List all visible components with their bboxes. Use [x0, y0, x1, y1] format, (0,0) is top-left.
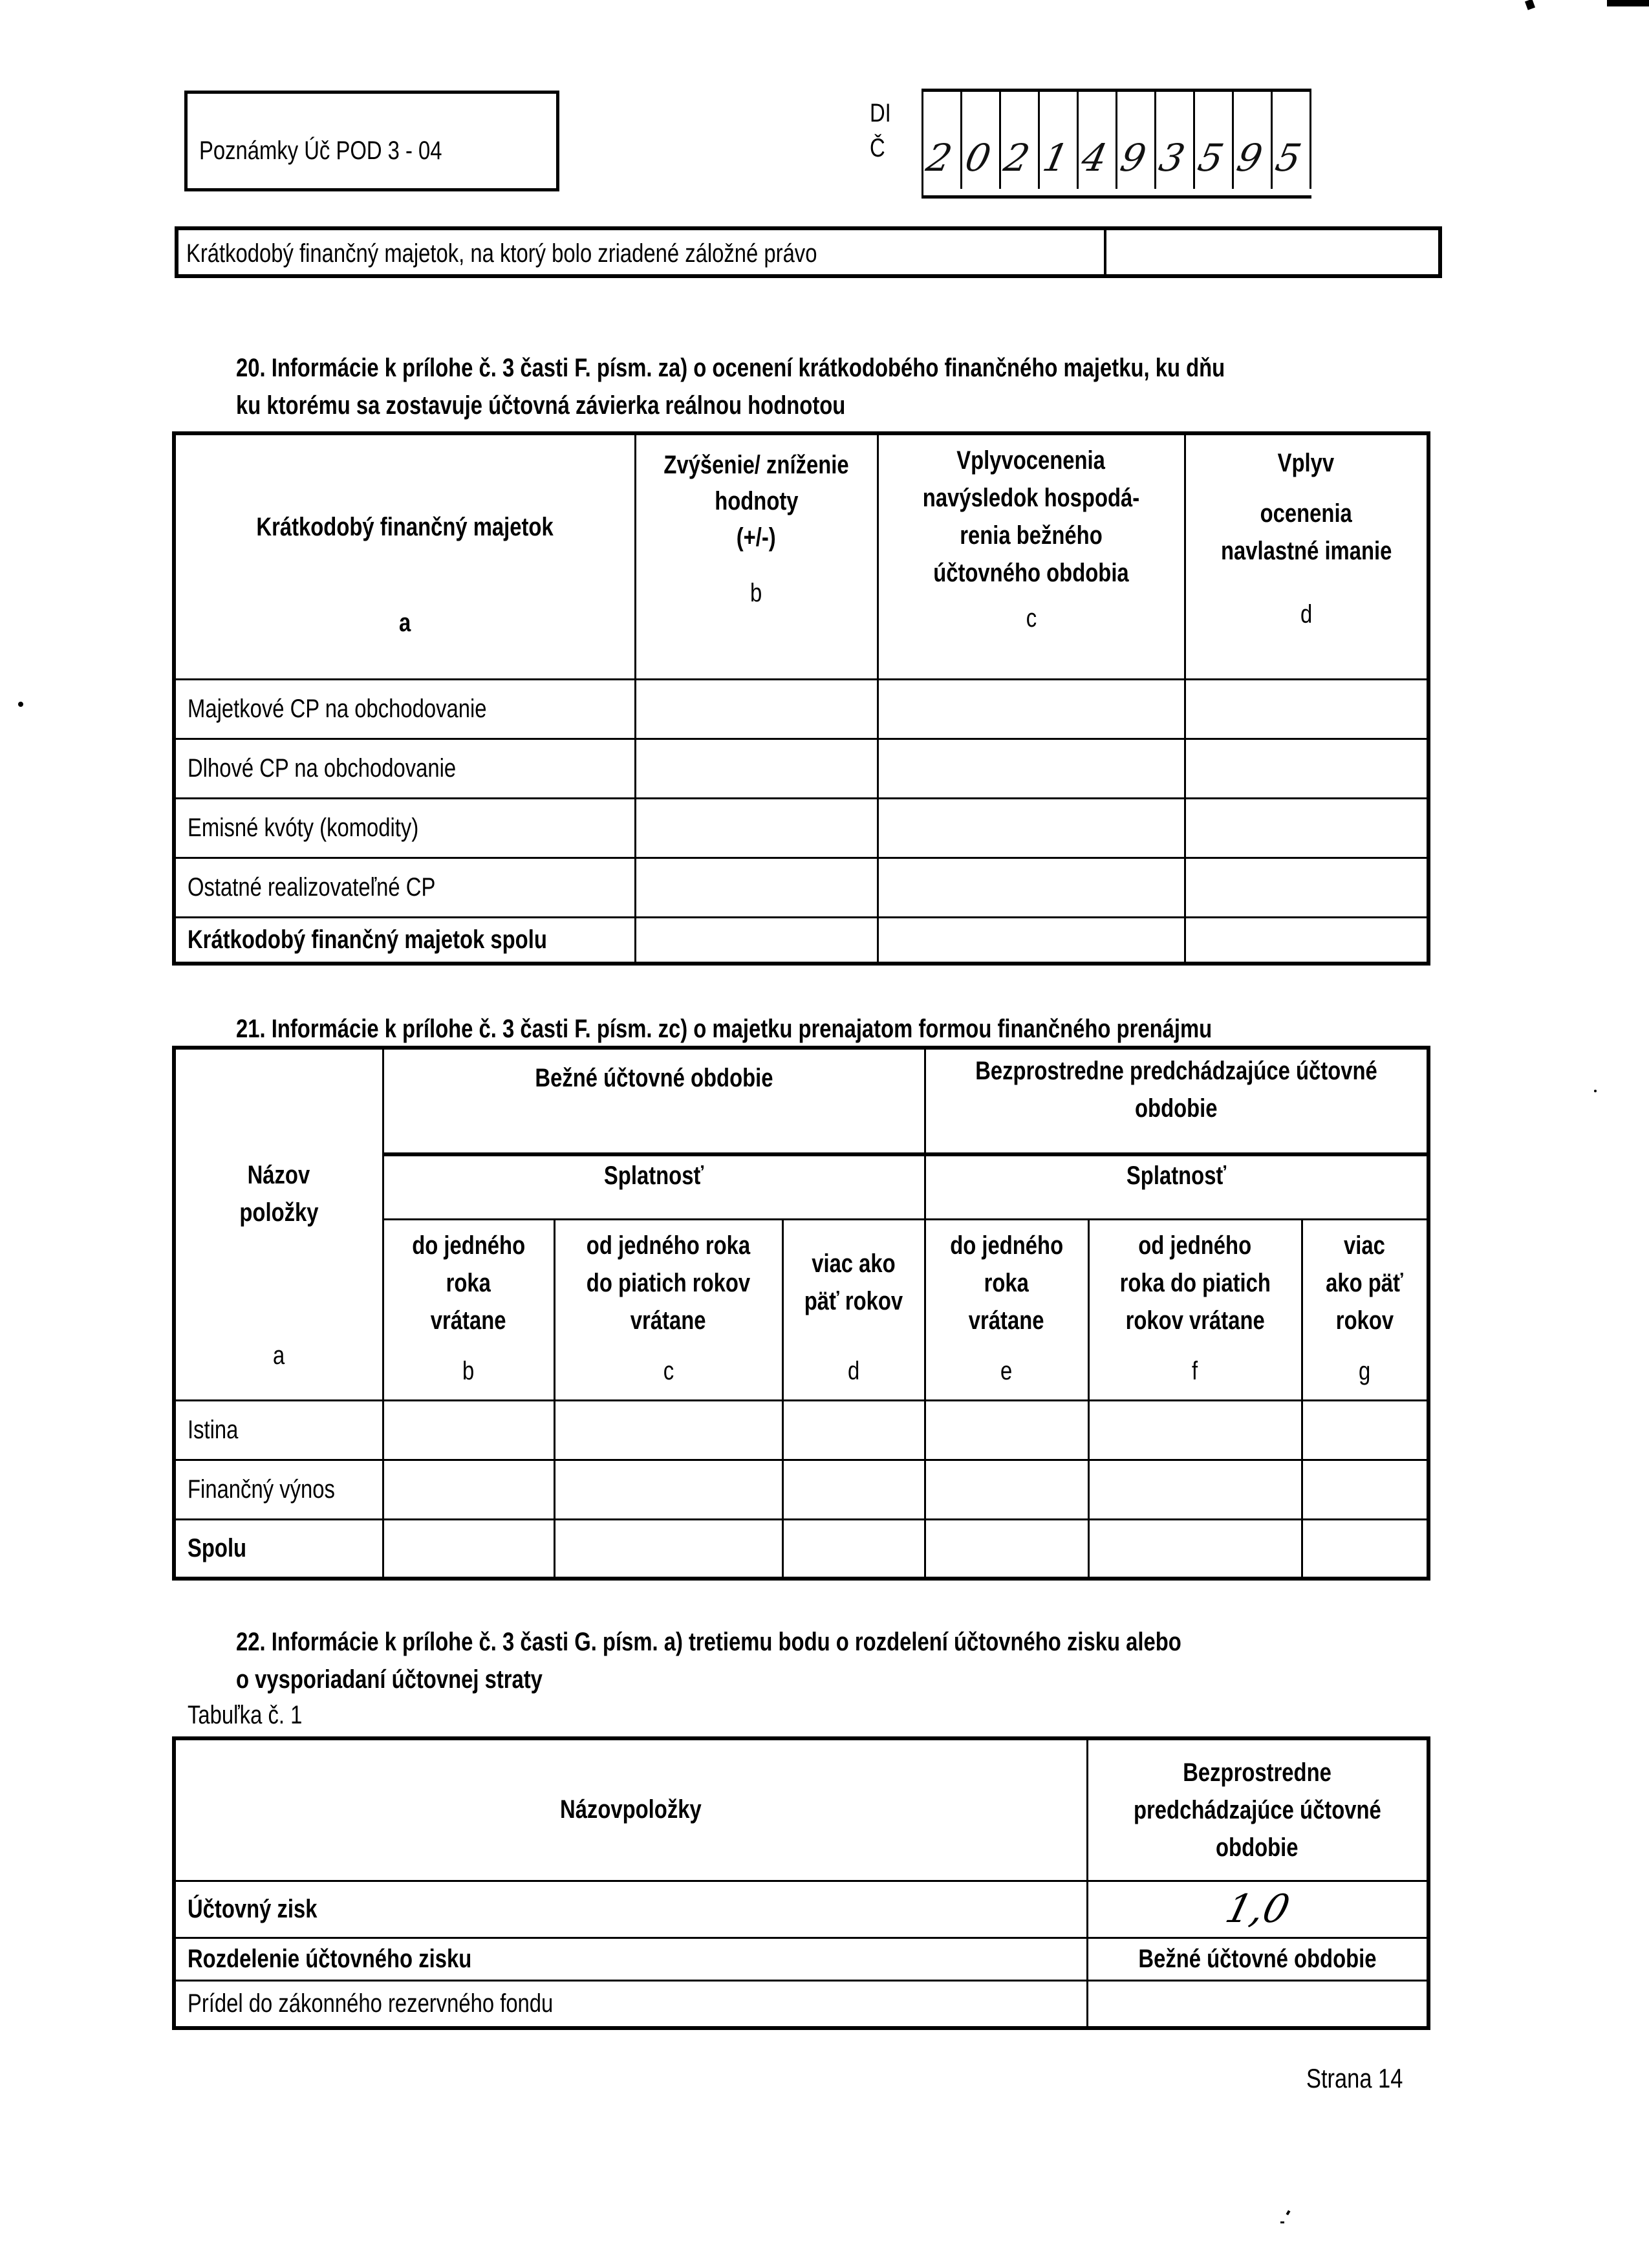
cell-impact-result[interactable]: [878, 679, 1185, 739]
row-label: Účtovný zisk: [174, 1881, 1087, 1938]
row-label: Prídel do zákonného rezervného fondu: [174, 1980, 1087, 2028]
cell-g[interactable]: [1302, 1519, 1428, 1579]
current-period-subheader: Bežné účtovné obdobie: [1087, 1938, 1428, 1980]
row-label-total: Krátkodobý finančný majetok spolu: [174, 917, 635, 964]
header-1-5y-current: od jedného roka do piatich rokov vrátane c: [554, 1219, 782, 1400]
cell-f[interactable]: [1088, 1519, 1302, 1579]
dic-digit-cell[interactable]: [1195, 92, 1234, 189]
section21-period-header-row: [174, 1048, 1428, 1154]
row-label: Rozdelenie účtovného zisku: [174, 1938, 1087, 1980]
dic-digit-cell[interactable]: [962, 92, 1001, 189]
dic-digit: 5: [1194, 136, 1228, 180]
column-letter: c: [1026, 604, 1037, 632]
pledged-assets-row: [175, 226, 1442, 278]
dic-digit: 9: [1116, 136, 1150, 180]
row-label: Finančný výnos: [174, 1460, 383, 1519]
cell-b[interactable]: [383, 1400, 554, 1460]
pledged-assets-label: Krátkodobý finančný majetok, na ktorý bolo zriadené záložné právo: [178, 230, 1106, 274]
pledged-assets-value-field[interactable]: [1106, 230, 1438, 274]
table-caption: Tabuľka č. 1: [188, 1701, 303, 1729]
table-row: [174, 739, 1428, 798]
table-row: [174, 1460, 1428, 1519]
header-current-period: Bežné účtovné obdobie: [383, 1048, 925, 1154]
header-previous-period: Bezprostredne predchádzajúce účtovné obdobie: [1087, 1738, 1428, 1881]
section20-header-row: [174, 433, 1428, 679]
cell-b[interactable]: [383, 1519, 554, 1579]
column-letter: b: [750, 579, 762, 607]
cell-impact-equity[interactable]: [1185, 679, 1428, 739]
scan-speck: [1594, 1090, 1597, 1092]
cell-impact-equity[interactable]: [1185, 739, 1428, 798]
cell-value-change[interactable]: [635, 679, 878, 739]
dic-digit-cell[interactable]: [1234, 92, 1273, 189]
column-letter: b: [462, 1356, 475, 1385]
dic-digit-cell[interactable]: [1273, 92, 1311, 189]
cell-g[interactable]: [1302, 1460, 1428, 1519]
table-row: [174, 858, 1428, 917]
cell-impact-equity[interactable]: [1185, 798, 1428, 858]
section20-title-line2: ku ktorému sa zostavuje účtovná závierka reálnou hodnotou: [236, 391, 846, 420]
header-maturity-previous: Splatnosť: [925, 1154, 1428, 1219]
cell-impact-result[interactable]: [878, 917, 1185, 964]
table-row-profit-distribution: [174, 1938, 1428, 1980]
section22-table: [172, 1736, 1430, 2030]
table-row: [174, 798, 1428, 858]
cell-impact-equity[interactable]: [1185, 858, 1428, 917]
dic-digit: 0: [961, 136, 995, 180]
column-letter: c: [663, 1356, 674, 1385]
row-label: Majetkové CP na obchodovanie: [174, 679, 635, 739]
column-letter: a: [273, 1341, 285, 1370]
dic-digit-cell[interactable]: [1156, 92, 1195, 189]
header-up-to-1y-current: do jedného roka vrátane b: [383, 1219, 554, 1400]
dic-digit: 3: [1155, 136, 1189, 180]
section22-header-row: [174, 1738, 1428, 1881]
table-row: [174, 679, 1428, 739]
cell-d[interactable]: [782, 1400, 925, 1460]
dic-digit-grid: [921, 89, 1311, 199]
section21-table: [172, 1046, 1430, 1581]
cell-value-change[interactable]: [635, 739, 878, 798]
row-label: Dlhové CP na obchodovanie: [174, 739, 635, 798]
header-1-5y-previous: od jedného roka do piatich rokov vrátane f: [1088, 1219, 1302, 1400]
cell-c[interactable]: [554, 1400, 782, 1460]
table-row-accounting-profit: [174, 1881, 1428, 1938]
form-code-box: [184, 91, 559, 191]
dic-label-line1: DI: [870, 99, 891, 127]
cell-value-change[interactable]: [635, 798, 878, 858]
cell-e[interactable]: [925, 1519, 1088, 1579]
cell-impact-result[interactable]: [878, 858, 1185, 917]
column-letter: e: [1000, 1356, 1013, 1385]
dic-label-line2: Č: [870, 134, 885, 162]
dic-digit: 4: [1077, 136, 1112, 180]
reserve-fund-value[interactable]: [1087, 1980, 1428, 2028]
dic-digit: 5: [1271, 136, 1306, 180]
dic-digit: 1: [1039, 136, 1073, 180]
column-letter: d: [1300, 600, 1312, 629]
section21-title: 21. Informácie k prílohe č. 3 časti F. písm. zc) o majetku prenajatom formou finančného prenájmu: [236, 1015, 1212, 1043]
scan-speck: [18, 702, 23, 707]
dic-digit-cell[interactable]: [1117, 92, 1156, 189]
cell-f[interactable]: [1088, 1400, 1302, 1460]
header-item-name: Názovpoložky: [174, 1738, 1087, 1881]
section20-table: [172, 431, 1430, 966]
section22-title-line1: 22. Informácie k prílohe č. 3 časti G. písm. a) tretiemu bodu o rozdelení účtovného zisku alebo: [236, 1628, 1181, 1656]
cell-e[interactable]: [925, 1400, 1088, 1460]
scan-speck: [1286, 2210, 1291, 2215]
header-over-5y-previous: viac ako päť rokov g: [1302, 1219, 1428, 1400]
cell-value-change[interactable]: [635, 858, 878, 917]
cell-impact-result[interactable]: [878, 798, 1185, 858]
dic-digit-cell[interactable]: [1040, 92, 1079, 189]
dic-label: [870, 96, 896, 166]
page-number: Strana 14: [1306, 2063, 1403, 2093]
column-letter: f: [1192, 1356, 1198, 1385]
scan-mark: [1525, 0, 1535, 10]
table-row-reserve-fund: [174, 1980, 1428, 2028]
header-up-to-1y-previous: do jedného roka vrátane e: [925, 1219, 1088, 1400]
section20-title: [236, 349, 1442, 424]
dic-digit-cell[interactable]: [923, 92, 962, 189]
header-value-change: Zvýšenie/ zníženie hodnoty (+/-) b: [635, 433, 878, 679]
row-label: Emisné kvóty (komodity): [174, 798, 635, 858]
column-letter: d: [847, 1356, 860, 1385]
dic-digit-cell[interactable]: [1079, 92, 1117, 189]
table-row-total: [174, 917, 1428, 964]
cell-impact-result[interactable]: [878, 739, 1185, 798]
cell-f[interactable]: [1088, 1460, 1302, 1519]
cell-b[interactable]: [383, 1460, 554, 1519]
table-row-total: [174, 1519, 1428, 1579]
header-short-term-asset: Krátkodobý finančný majetok a: [174, 433, 635, 679]
column-letter: g: [1359, 1356, 1371, 1385]
cell-c[interactable]: [554, 1460, 782, 1519]
row-label: Ostatné realizovateľné CP: [174, 858, 635, 917]
cell-g[interactable]: [1302, 1400, 1428, 1460]
column-letter: a: [399, 608, 411, 637]
cell-value-change[interactable]: [635, 917, 878, 964]
header-maturity-current: Splatnosť: [383, 1154, 925, 1219]
dic-digit: 9: [1233, 136, 1267, 180]
header-impact-on-equity: Vplyv ocenenia navlastné imanie d: [1185, 433, 1428, 679]
dic-digit-cell[interactable]: [1001, 92, 1040, 189]
scan-mark: [1607, 0, 1649, 6]
form-code: Poznámky Úč POD 3 - 04: [199, 136, 442, 165]
section20-title-line1: 20. Informácie k prílohe č. 3 časti F. písm. za) o ocenení krátkodobého finančného majetku, ku dňu: [236, 354, 1225, 382]
table-row: [174, 1400, 1428, 1460]
cell-c[interactable]: [554, 1519, 782, 1579]
dic-digit: 2: [1000, 136, 1034, 180]
scan-speck: [1280, 2221, 1284, 2223]
section22-title: [236, 1623, 1389, 1698]
row-label: Istina: [174, 1400, 383, 1460]
cell-d[interactable]: [782, 1519, 925, 1579]
accounting-profit-value[interactable]: [1087, 1881, 1428, 1938]
header-over-5y-current: viac ako päť rokov d: [782, 1219, 925, 1400]
cell-impact-equity[interactable]: [1185, 917, 1428, 964]
row-label-total: Spolu: [174, 1519, 383, 1579]
header-previous-period: Bezprostredne predchádzajúce účtovné obdobie: [925, 1048, 1428, 1154]
handwritten-value: 1,0: [1220, 1886, 1294, 1932]
cell-d[interactable]: [782, 1460, 925, 1519]
header-item-name: Názov položky a: [174, 1048, 383, 1400]
dic-digit: 2: [922, 136, 956, 180]
section22-title-line2: o vysporiadaní účtovnej straty: [236, 1665, 543, 1694]
header-impact-on-result: Vplyvocenenia navýsledok hospodá- renia bežného účtovného obdobia c: [878, 433, 1185, 679]
cell-e[interactable]: [925, 1460, 1088, 1519]
